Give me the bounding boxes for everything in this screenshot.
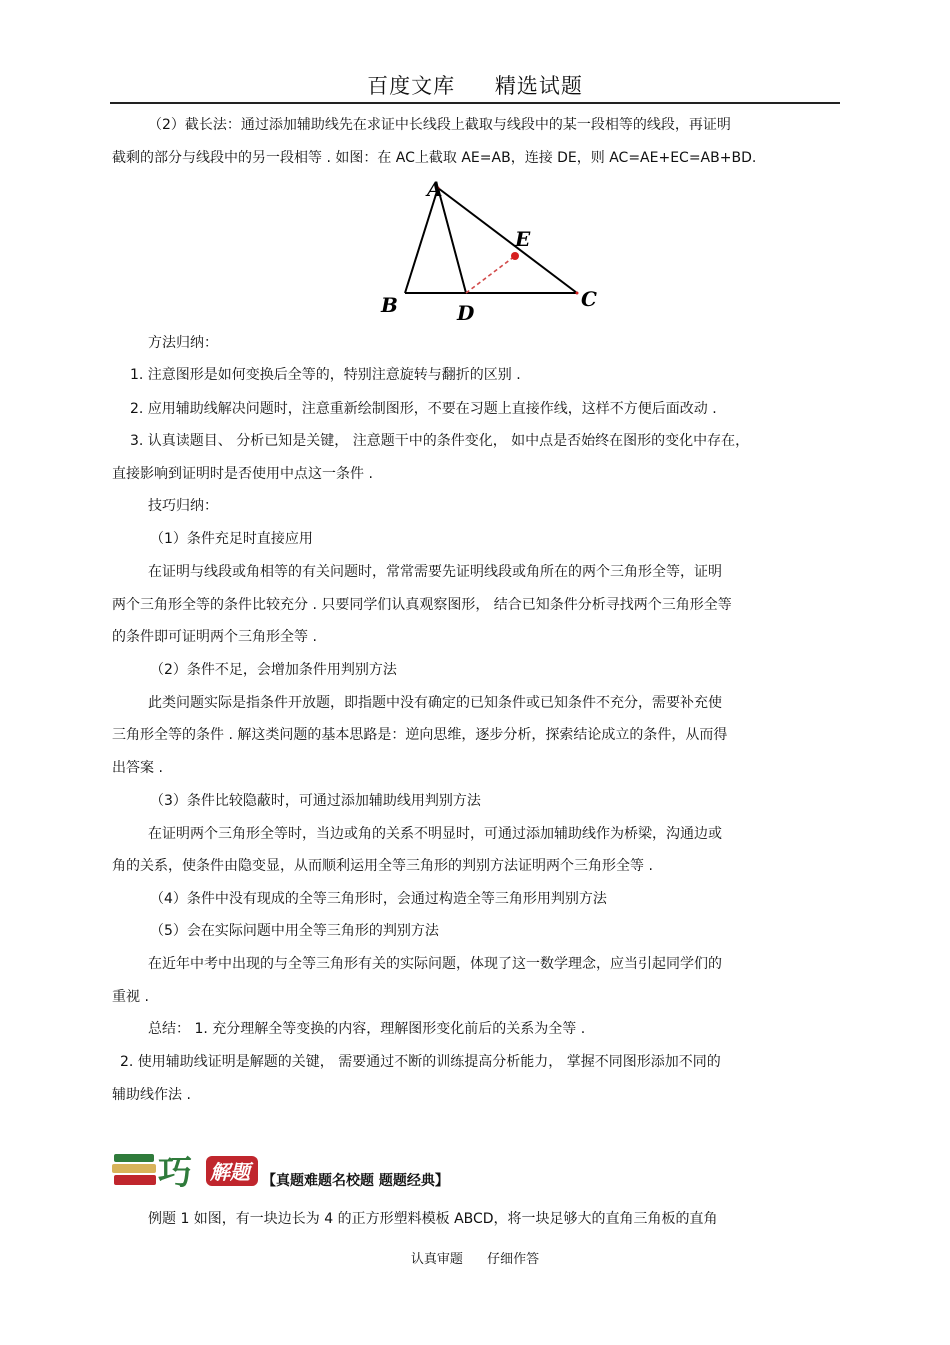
text-line: 技巧归纳： bbox=[148, 498, 218, 514]
label-e: E bbox=[515, 227, 531, 251]
segment-de-dashed bbox=[466, 256, 515, 293]
text-line: 两个三角形全等的条件比较充分 . 只要同学们认真观察图形， 结合已知条件分析寻找两个三角形全等 bbox=[112, 597, 732, 613]
text-line: 例题 1 如图，有一块边长为 4 的正方形塑料模板 ABCD，将一块足够大的直角三角板的直角 bbox=[148, 1211, 718, 1227]
header-divider bbox=[110, 102, 840, 104]
text-line: （2）条件不足，会增加条件用判别方法 bbox=[150, 662, 397, 678]
label-c: C bbox=[581, 287, 597, 311]
side-ac bbox=[438, 188, 577, 293]
label-b: B bbox=[381, 293, 398, 317]
text-line: 直接影响到证明时是否使用中点这一条件 . bbox=[112, 466, 373, 482]
text-line: 此类问题实际是指条件开放题，即指题中没有确定的已知条件或已知条件不充分，需要补充使 bbox=[148, 695, 722, 711]
side-ab bbox=[405, 188, 438, 293]
text-line: 总结： 1. 充分理解全等变换的内容，理解图形变化前后的关系为全等 . bbox=[148, 1021, 586, 1037]
logo-word: 解题 bbox=[210, 1160, 250, 1184]
text-line: （5）会在实际问题中用全等三角形的判别方法 bbox=[150, 923, 439, 939]
text-line: （2）截长法：通过添加辅助线先在求证中长线段上截取与线段中的某一段相等的线段，再证明 bbox=[148, 117, 731, 133]
header-left: 百度文库 bbox=[367, 74, 456, 98]
text-line: 2. 应用辅助线解决问题时，注意重新绘制图形，不要在习题上直接作线，这样不方便后面改动 . bbox=[130, 401, 717, 417]
text-line: 2. 使用辅助线证明是解题的关键， 需要通过不断的训练提高分析能力， 掌握不同图形添加不同的 bbox=[120, 1054, 721, 1070]
text-line: 在证明两个三角形全等时，当边或角的关系不明显时，可通过添加辅助线作为桥梁，沟通边或 bbox=[148, 826, 722, 842]
logo-char: 巧 bbox=[158, 1153, 192, 1192]
header-right: 精选试题 bbox=[494, 74, 583, 98]
text-line: （4）条件中没有现成的全等三角形时，会通过构造全等三角形用判别方法 bbox=[150, 891, 607, 907]
text-line: 截剩的部分与线段中的另一段相等 . 如图：在 AC上截取 AE=AB，连接 DE，则 AC=AE+EC=AB+BD. bbox=[112, 150, 757, 166]
point-e-dot bbox=[511, 252, 519, 260]
text-line: 三角形全等的条件 . 解这类问题的基本思路是：逆向思维，逐步分析，探索结论成立的条件，从而得 bbox=[112, 727, 728, 743]
label-a: A bbox=[427, 178, 443, 201]
label-d: D bbox=[457, 301, 475, 325]
book-stack-icon bbox=[114, 1154, 154, 1162]
text-line: 的条件即可证明两个三角形全等 . bbox=[112, 629, 317, 645]
footer-right: 仔细作答 bbox=[487, 1252, 540, 1267]
text-line: 在近年中考中出现的与全等三角形有关的实际问题，体现了这一数学理念，应当引起同学们的 bbox=[148, 956, 722, 972]
banner-heading: 【真题难题名校题 题题经典】 bbox=[262, 1173, 449, 1189]
book-stack-icon-mid bbox=[112, 1164, 156, 1173]
text-line: 1. 注意图形是如何变换后全等的，特别注意旋转与翻折的区别 . bbox=[130, 367, 521, 383]
text-line: 3. 认真读题目、 分析已知是关键， 注意题干中的条件变化， 如中点是否始终在图形的变化中存在， bbox=[130, 433, 750, 449]
triangle-figure bbox=[375, 178, 615, 328]
page-footer bbox=[0, 1248, 950, 1267]
section-banner-logo bbox=[112, 1148, 262, 1192]
text-line: 辅助线作法 . bbox=[112, 1087, 191, 1103]
footer-left: 认真审题 bbox=[410, 1252, 463, 1267]
text-line: 角的关系，使条件由隐变显，从而顺利运用全等三角形的判别方法证明两个三角形全等 . bbox=[112, 858, 653, 874]
book-stack-icon-bottom bbox=[114, 1175, 156, 1185]
text-line: 方法归纳： bbox=[148, 335, 218, 351]
text-line: 在证明与线段或角相等的有关问题时，常常需要先证明线段或角所在的两个三角形全等，证明 bbox=[148, 564, 722, 580]
text-line: 出答案 . bbox=[112, 760, 163, 776]
text-line: （3）条件比较隐蔽时，可通过添加辅助线用判别方法 bbox=[150, 793, 481, 809]
text-line: （1）条件充足时直接应用 bbox=[150, 531, 313, 547]
text-line: 重视 . bbox=[112, 989, 149, 1005]
segment-ad bbox=[438, 188, 466, 293]
page-header bbox=[0, 70, 950, 100]
point-c-dot bbox=[576, 292, 579, 295]
